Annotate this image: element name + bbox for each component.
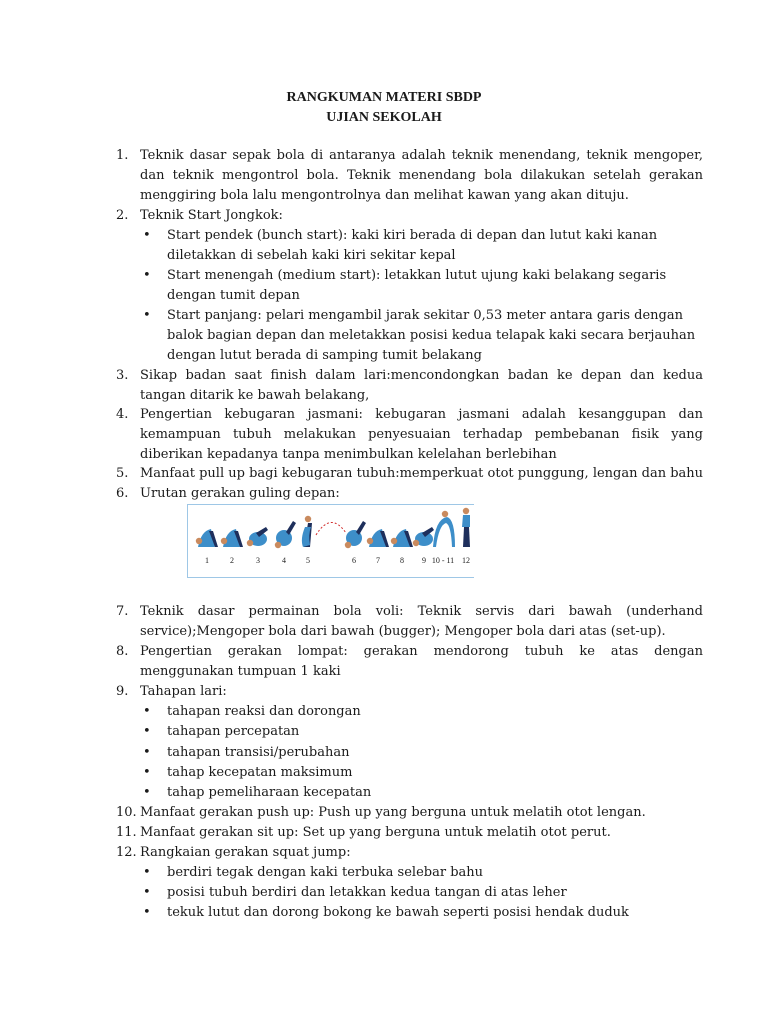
bullet-icon: • [143,228,151,243]
item-text: Teknik dasar sepak bola di antaranya adalah teknik menendang, teknik mengoper, dan teknik mengontrol bola. Teknik menendang bola dilakukan setelah gerakan menggiring bola lalu mengontrolnya dan melihat kawan yang akan dituju. [140,148,703,203]
bullet-icon: • [143,308,151,323]
frame-label: 4 [282,556,286,565]
bullet-text: tahapan reaksi dan dorongan [167,704,361,719]
item-number: 6. [116,486,129,501]
gymnast-body [433,517,455,547]
frame-label: 12 [462,556,470,565]
bullet-item [143,763,703,783]
item-number: 3. [116,368,129,383]
gymnast-head [221,538,227,544]
gymnast-leg [356,521,366,535]
list-item-8 [116,642,703,682]
item-text: Pengertian kebugaran jasmani: kebugaran jasmani adalah kesanggupan dan kemampuan tubuh melakukan penyesuaian terhadap pembebanan fisik yang diberikan kepadanya tanpa menimbulkan kelelahan berlebihan [140,407,703,462]
item-number: 9. [116,684,129,699]
gymnast-pose [196,529,218,547]
bullet-item [143,743,703,763]
item-text: Tahapan lari: [140,684,227,699]
frame-label: 7 [376,556,380,565]
bullet-text: Start menengah (medium start): letakkan lutut ujung kaki belakang segaris dengan tumit depan [167,268,667,303]
bullet-item [143,903,703,923]
bullet-icon: • [143,785,151,800]
bullet-icon: • [143,268,151,283]
bullet-text: tahap pemeliharaan kecepatan [167,785,372,800]
item-number: 12. [116,845,137,860]
forward-roll-sequence-image [188,505,475,579]
list-item-9 [116,682,703,702]
bullet-item [143,702,703,722]
list-item-10 [116,803,703,823]
gymnast-head [413,540,419,546]
bullet-icon: • [143,704,151,719]
frame-labels [205,556,470,565]
list-item-6 [116,484,703,504]
bullet-item [143,863,703,883]
bullet-icon: • [143,765,151,780]
list-item-11 [116,823,703,843]
gymnast-pose [275,521,296,548]
bullet-item [143,783,703,803]
forward-roll-illustration [187,504,474,578]
gymnast-body [462,515,470,527]
gymnast-pose [367,529,389,547]
item-number: 2. [116,208,129,223]
item-number: 11. [116,825,137,840]
bullet-text: tahap kecepatan maksimum [167,765,353,780]
bullet-text: posisi tubuh berdiri dan letakkan kedua tangan di atas leher [167,885,567,900]
bullet-icon: • [143,885,151,900]
gymnast-figures [196,508,470,548]
item-number: 4. [116,407,129,422]
list-item-12 [116,843,703,863]
list-item-7 [116,602,703,642]
item-text: Manfaat gerakan push up: Push up yang berguna untuk melatih otot lengan. [140,805,646,820]
gymnast-head [345,542,351,548]
item-text: Manfaat pull up bagi kebugaran tubuh:memperkuat otot punggung, lengan dan bahu [140,466,704,481]
bullet-item [143,883,703,903]
frame-label: 3 [256,556,260,565]
list-item-5 [116,464,703,484]
frame-label: 8 [400,556,404,565]
list-item-2 [116,206,703,226]
gymnast-head [275,542,281,548]
frame-label: 9 [422,556,426,565]
gymnast-head [196,538,202,544]
bullet-item [143,722,703,742]
bullet-text: berdiri tegak dengan kaki terbuka selebar bahu [167,865,484,880]
gymnast-pose [247,527,268,546]
motion-arc [316,522,346,535]
item-text: Teknik dasar permainan bola voli: Teknik servis dari bawah (underhand service);Mengoper bola dari bawah (bugger); Mengoper bola dari atas (set-up). [140,604,703,639]
bullet-item [143,266,703,306]
bullet-text: Start panjang: pelari mengambil jarak sekitar 0,53 meter antara garis dengan balok bagian depan dan meletakkan posisi kedua telapak kaki secara berjauhan dengan lutut berada di samping tumit belakang [167,308,696,363]
item-number: 8. [116,644,129,659]
gymnast-head [391,538,397,544]
item-number: 10. [116,805,137,820]
bullet-icon: • [143,724,151,739]
item-text: Urutan gerakan guling depan: [140,486,340,501]
gymnast-head [305,516,311,522]
item-text: Manfaat gerakan sit up: Set up yang berguna untuk melatih otot perut. [140,825,611,840]
item-number: 5. [116,466,129,481]
gymnast-head [367,538,373,544]
list-item-1 [116,146,703,206]
gymnast-pose [413,527,434,546]
bullet-item [143,306,703,366]
gymnast-pose [345,521,366,548]
frame-label: 10 - 11 [431,556,455,565]
item-text: Sikap badan saat finish dalam lari:mencondongkan badan ke depan dan kedua tangan ditarik ke bawah belakang, [140,368,703,403]
gymnast-pose [302,516,312,547]
bullet-text: tahapan transisi/perubahan [167,745,350,760]
item-number: 1. [116,148,129,163]
gymnast-head [247,540,253,546]
bullet-item [143,226,703,266]
item-text: Teknik Start Jongkok: [140,208,283,223]
item-text: Rangkaian gerakan squat jump: [140,845,351,860]
gymnast-head [463,508,469,514]
gymnast-leg [463,527,470,547]
bullet-icon: • [143,745,151,760]
frame-label: 5 [306,556,310,565]
bullet-icon: • [143,905,151,920]
document-title: RANGKUMAN MATERI SBDP [286,90,482,105]
frame-label: 1 [205,556,209,565]
bullet-text: tekuk lutut dan dorong bokong ke bawah seperti posisi hendak duduk [167,905,629,920]
gymnast-leg [286,521,296,535]
bullet-text: Start pendek (bunch start): kaki kiri berada di depan dan lutut kaki kanan diletakkan di sebelah kaki kiri sekitar kepal [167,228,658,263]
list-item-4 [116,405,703,465]
item-text: Pengertian gerakan lompat: gerakan mendorong tubuh ke atas dengan menggunakan tumpuan 1 kaki [140,644,703,679]
gymnast-pose [433,511,455,547]
frame-label: 6 [352,556,356,565]
document-subtitle: UJIAN SEKOLAH [326,110,442,125]
item-number: 7. [116,604,129,619]
bullet-text: tahapan percepatan [167,724,300,739]
bullet-icon: • [143,865,151,880]
gymnast-pose [391,529,413,547]
frame-label: 2 [230,556,234,565]
gymnast-head [442,511,448,517]
list-item-3 [116,366,703,406]
gymnast-pose [221,529,243,547]
gymnast-pose [462,508,470,547]
